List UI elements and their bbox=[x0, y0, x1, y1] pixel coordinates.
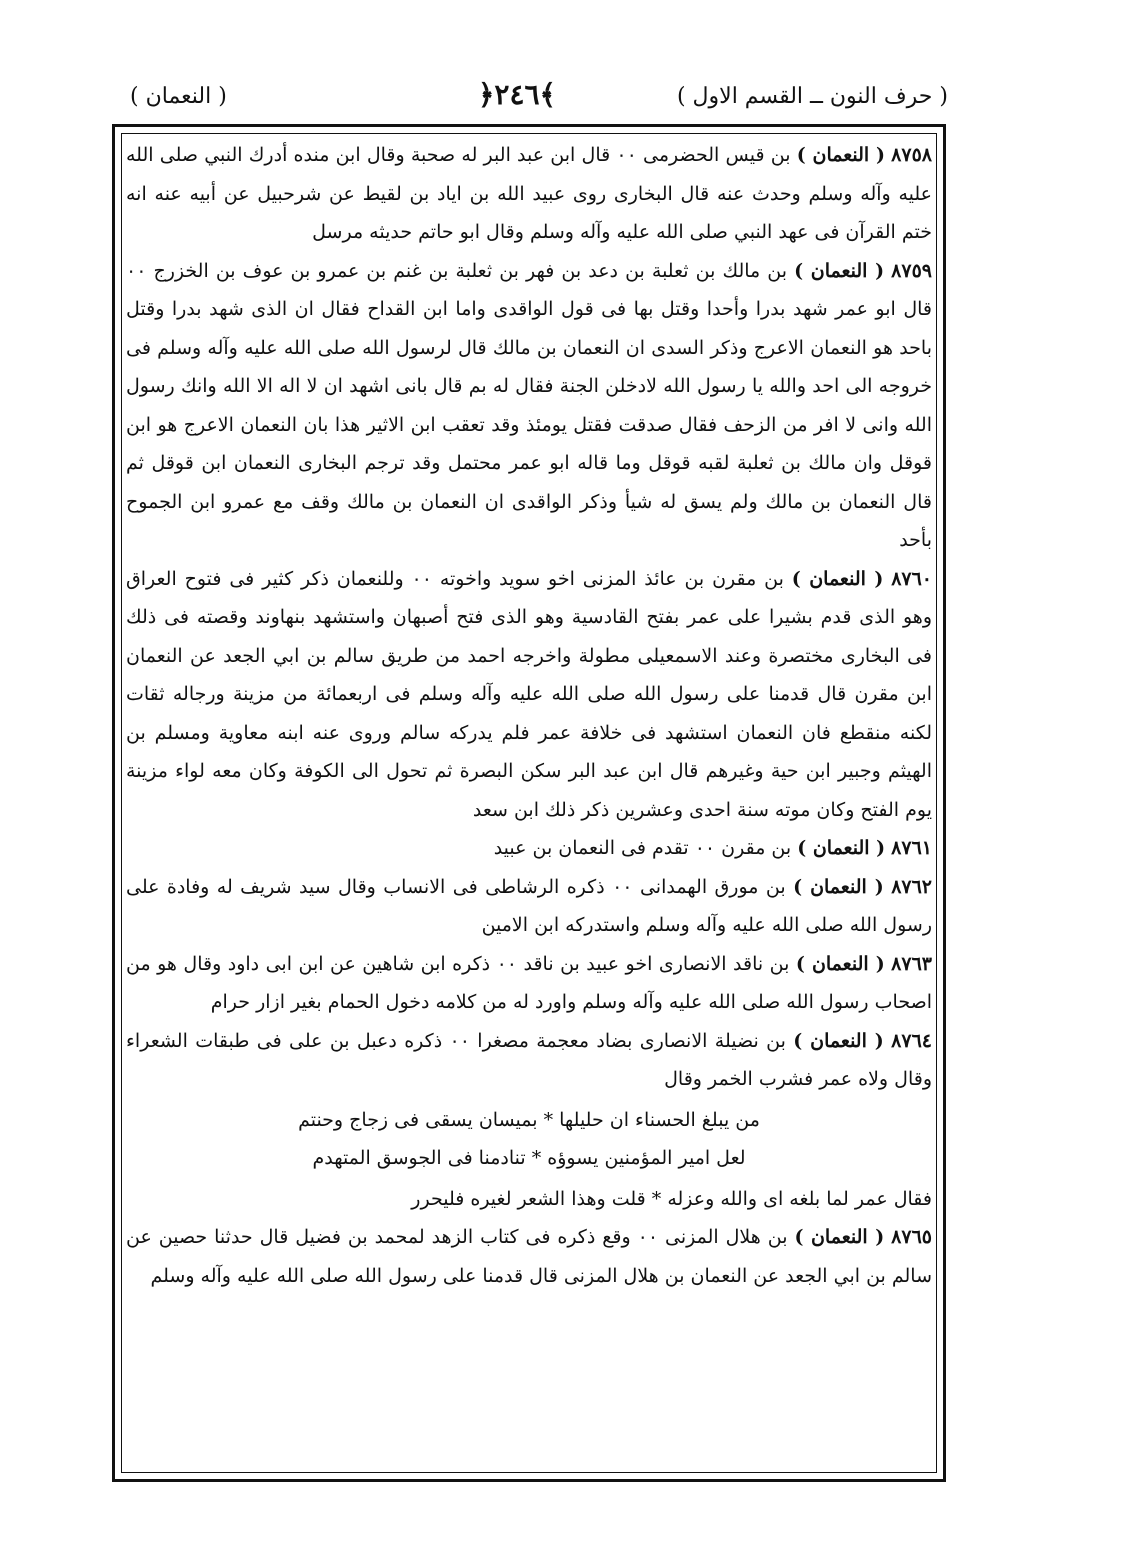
entry-number: ٨٧٥٩ bbox=[891, 259, 932, 282]
entry-8764 bbox=[126, 1022, 932, 1099]
entry-number: ٨٧٦٠ bbox=[891, 567, 933, 590]
entry-text: بن نضيلة الانصارى بضاد معجمة مصغرا ٠٠ ذكره دعبل بن على فى طبقات الشعراء وقال ولاه عمر فشرب الخمر وقال bbox=[126, 1029, 932, 1090]
entry-name: ( النعمان ) bbox=[794, 259, 885, 282]
entry-number: ٨٧٦١ bbox=[891, 837, 932, 859]
entry-8758 bbox=[126, 136, 932, 252]
entry-8765 bbox=[126, 1218, 932, 1295]
entry-text: بن مقرن بن عائذ المزنى اخو سويد واخوته ٠٠ وللنعمان ذكر كثير فى فتوح العراق وهو الذى قدم بشيرا على عمر بفتح القادسية وهو الذى فتح أصبهان واستشهد بنهاوند وقصته فى ذلك فى البخارى مختصرة وعند الاسمعيلى مطولة واخرجه احمد من طريق سالم بن ابي الجعد عن النعمان ابن مقرن قال قدمنا على رسول الله صلى الله عليه وآله وسلم فى اربعمائة من مزينة ورجاله ثقات لكنه منقطع فان النعمان استشهد فى خلافة عمر فلم يدركه سالم وروى عنه ابنه معاوية ومسلم بن الهيثم وجبير ابن حية وغيرهم قال ابن عبد البر سكن البصرة ثم تحول الى الكوفة وكان معه لواء مزينة يوم الفتح وكان موته سنة احدى وعشرين ذكر ذلك ابن سعد bbox=[126, 567, 932, 821]
entry-number: ٨٧٦٢ bbox=[891, 875, 933, 898]
entry-number: ٨٧٦٤ bbox=[891, 1029, 932, 1052]
entry-text: بن مقرن ٠٠ تقدم فى النعمان بن عبيد bbox=[493, 837, 792, 859]
running-head: ( النعمان ) bbox=[130, 84, 227, 109]
entry-text: بن مورق الهمدانى ٠٠ ذكره الرشاطى فى الانساب وقال سيد شريف له وفادة على رسول الله صلى الله عليه وآله وسلم واستدركه ابن الامين bbox=[126, 875, 932, 936]
entry-8760 bbox=[126, 560, 932, 830]
entry-number: ٨٧٥٨ bbox=[891, 144, 932, 166]
entry-8763 bbox=[126, 945, 932, 1022]
page-header bbox=[118, 78, 948, 118]
entry-name: ( النعمان ) bbox=[793, 1029, 884, 1052]
entry-name: ( النعمان ) bbox=[796, 144, 885, 166]
entry-name: ( النعمان ) bbox=[791, 567, 884, 590]
entry-8761 bbox=[126, 829, 932, 868]
poem-verse: لعل امير المؤمنين يسوؤه * تنادمنا فى الجوسق المتهدم bbox=[312, 1147, 746, 1169]
page-number: ﴿٢٤٦﴾ bbox=[478, 78, 556, 111]
poem-verse: من يبلغ الحسناء ان حليلها * بميسان يسقى فى زجاج وحنتم bbox=[298, 1108, 760, 1131]
entry-8759 bbox=[126, 252, 932, 560]
entry-number: ٨٧٦٥ bbox=[891, 1226, 932, 1248]
entry-text: بن ناقد الانصارى اخو عبيد بن ناقد ٠٠ ذكره ابن شاهين عن ابن ابى داود وقال هو من اصحاب رسول الله صلى الله عليه وآله وسلم واورد له من كلامه دخول الحمام بغير ازار حرام bbox=[126, 952, 932, 1013]
poem bbox=[126, 1099, 932, 1180]
entry-name: ( النعمان ) bbox=[793, 875, 884, 898]
entry-8764-continuation: فقال عمر لما بلغه اى والله وعزله * قلت وهذا الشعر لغيره فليحرر bbox=[411, 1187, 932, 1210]
entry-text: بن مالك بن ثعلبة بن دعد بن فهر بن ثعلبة بن غنم بن عمرو بن عوف بن الخزرج ٠٠ قال ابو عمر شهد بدرا وأحدا وقتل بها فى قول الواقدى واما ابن القداح فقال ان الذى شهد بدرا وقتل باحد هو النعمان الاعرج وذكر السدى ان النعمان بن مالك قال لرسول الله صلى الله عليه وآله وسلم فى خروجه الى احد والله يا رسول الله لادخلن الجنة فقال له بم قال بانى اشهد ان لا اله الا الله وانك رسول الله وانى لا افر من الزحف فقال صدقت فقتل يومئذ وقد تعقب ابن الاثير هذا بان النعمان الاعرج هو ابن قوقل وان مالك بن ثعلبة لقبه قوقل وما قاله ابو عمر محتمل وقد ترجم البخارى النعمان ابن قوقل ثم قال النعمان بن مالك ولم يسق له شيأ وذكر الواقدى ان النعمان بن مالك وقف مع عمرو ابن الجموح بأحد bbox=[126, 259, 932, 551]
page-body bbox=[126, 136, 932, 1295]
entry-text: بن هلال المزنى ٠٠ وقع ذكره فى كتاب الزهد لمحمد بن فضيل قال حدثنا حصين عن سالم بن ابي الجعد عن النعمان بن هلال المزنى قال قدمنا على رسول الله صلى الله عليه وآله وسلم bbox=[126, 1226, 932, 1287]
section-title: ( حرف النون ــ القسم الاول ) bbox=[676, 84, 948, 109]
entry-name: ( النعمان ) bbox=[794, 1226, 885, 1248]
entry-name: ( النعمان ) bbox=[795, 952, 885, 975]
entry-8762 bbox=[126, 868, 932, 945]
entry-text: بن قيس الحضرمى ٠٠ قال ابن عبد البر له صحبة وقال ابن منده أدرك النبي صلى الله عليه وآله وسلم وحدث عنه قال البخارى روى عبيد الله بن اياد بن لقيط عن شرحبيل عن أبيه عنه انه ختم القرآن فى عهد النبي صلى الله عليه وآله وسلم وقال ابو حاتم حديثه مرسل bbox=[126, 144, 932, 243]
entry-number: ٨٧٦٣ bbox=[891, 952, 932, 975]
entry-name: ( النعمان ) bbox=[797, 837, 886, 859]
